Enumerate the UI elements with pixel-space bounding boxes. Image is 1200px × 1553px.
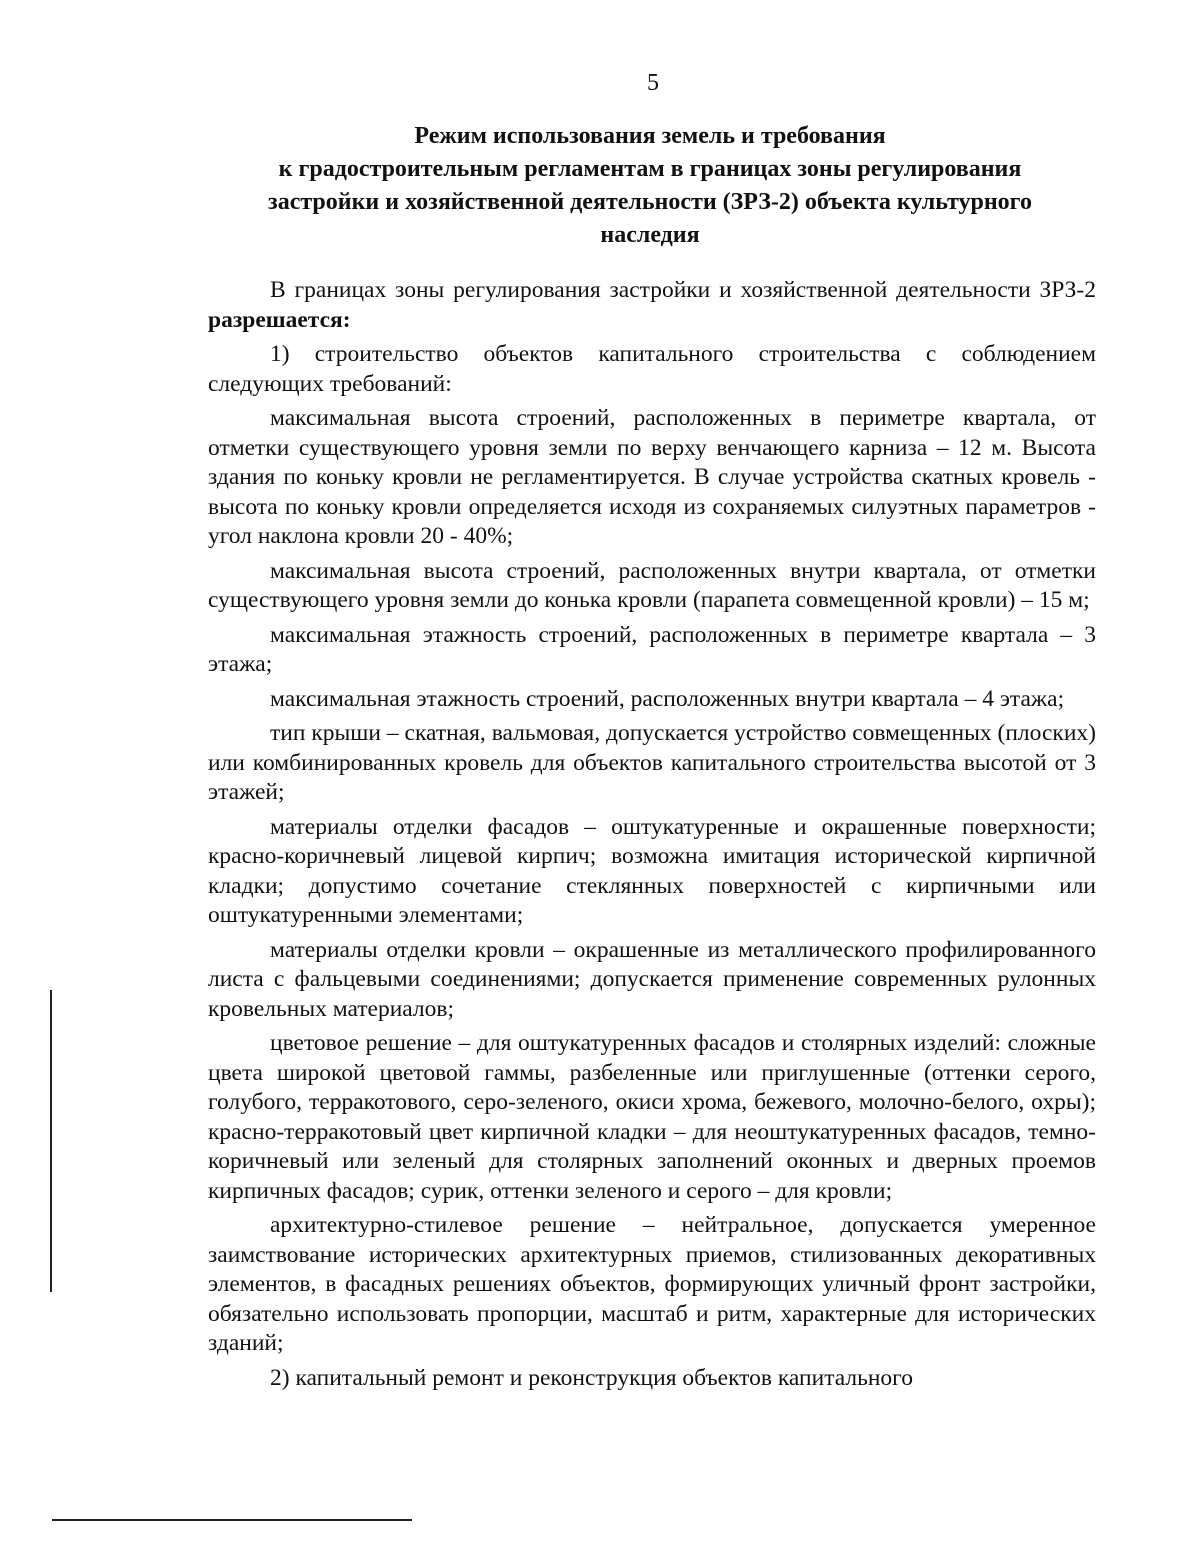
title-line-2: к градостроительным регламентам в границах зоны регулирования: [278, 156, 1022, 182]
paragraph-5: максимальная этажность строений, расположенных внутри квартала – 4 этажа;: [270, 685, 1065, 712]
paragraph-2: максимальная высота строений, расположенных в периметре квартала, от отметки существующего уровня земли по верху венчающего карниза – 12 м. Высота здания по коньку кровли не регламентируется. В случае устройства скатных кровель - высота по коньку кровли определяется исходя из сохраняемых силуэтных параметров - угол наклона кровли 20 - 40%;: [208, 405, 1096, 549]
document-body: [208, 276, 1096, 1398]
intro-text: В границах зоны регулирования застройки и хозяйственной деятельности ЗРЗ-2: [270, 277, 1096, 303]
intro-bold: разрешается:: [208, 306, 351, 333]
paragraph-8: материалы отделки кровли – окрашенные из металлического профилированного листа с фальцевыми соединениями; допускается применение современных рулонных кровельных материалов;: [208, 936, 1096, 1022]
paragraph-3: максимальная высота строений, расположенных внутри квартала, от отметки существующего уровня земли до конька кровли (парапета совмещенной кровли) – 15 м;: [208, 557, 1096, 613]
paragraph-10: архитектурно-стилевое решение – нейтральное, допускается умеренное заимствование исторических архитектурных приемов, стилизованных декоративных элементов, в фасадных решениях объектов, формирующих уличный фронт застройки, обязательно использовать пропорции, масштаб и ритм, характерные для исторических зданий;: [208, 1212, 1096, 1356]
title-line-1: Режим использования земель и требования: [414, 123, 886, 149]
footer-rule: [52, 1519, 412, 1521]
paragraph-4: максимальная этажность строений, расположенных в периметре квартала – 3 этажа;: [208, 621, 1096, 677]
title-line-4: наследия: [600, 222, 700, 248]
paragraph-6: тип крыши – скатная, вальмовая, допускается устройство совмещенных (плоских) или комбинированных кровель для объектов капитального строительства высотой от 3 этажей;: [208, 720, 1096, 805]
document-title: [205, 120, 1095, 252]
paragraph-7: материалы отделки фасадов – оштукатуренные и окрашенные поверхности; красно-коричневый лицевой кирпич; возможна имитация исторической кирпичной кладки; допустимо сочетание стеклянных поверхностей с кирпичными или оштукатуренными элементами;: [208, 813, 1096, 928]
intro-paragraph: [208, 276, 1096, 335]
margin-line: [50, 990, 52, 1292]
paragraph-9: цветовое решение – для оштукатуренных фасадов и столярных изделий: сложные цвета широкой цветовой гаммы, разбеленные или приглушенные (оттенки серого, голубого, терракотового, серо-зеленого, окиси хрома, бежевого, молочно-белого, охры); красно-терракотовый цвет кирпичной кладки – для неоштукатуренных фасадов, темно-коричневый или зеленый для столярных заполнений оконных и дверных проемов кирпичных фасадов; сурик, оттенки зеленого и серого – для кровли;: [208, 1030, 1096, 1204]
paragraph-1: 1) строительство объектов капитального строительства с соблюдением следующих требований:: [208, 341, 1096, 397]
page-number: 5: [647, 70, 659, 96]
title-line-3: застройки и хозяйственной деятельности (ЗРЗ-2) объекта культурного: [268, 189, 1032, 215]
paragraph-11: 2) капитальный ремонт и реконструкция объектов капитального: [270, 1364, 913, 1391]
